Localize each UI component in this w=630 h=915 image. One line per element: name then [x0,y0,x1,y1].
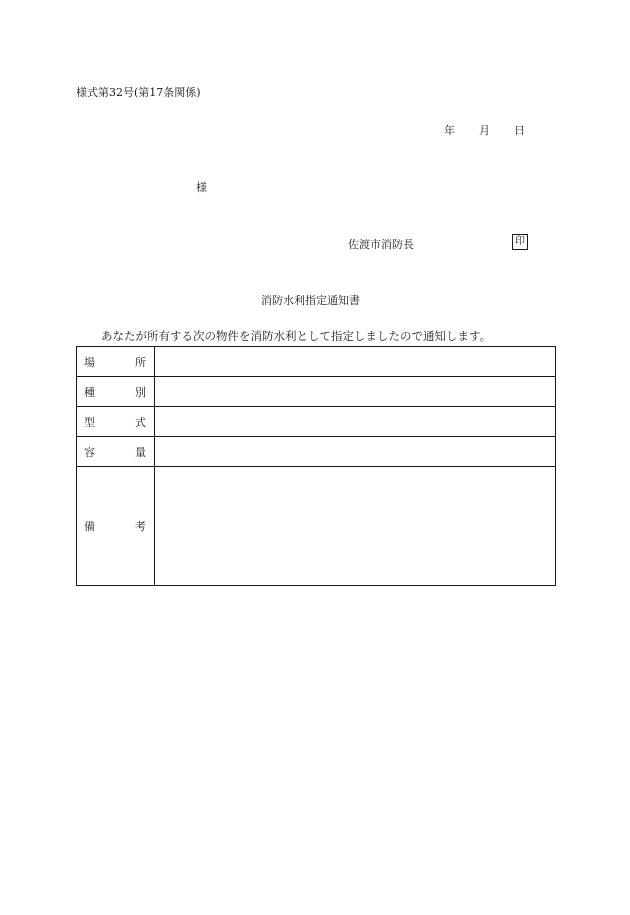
date-month-label: 月 [479,124,490,137]
issuer-title: 佐渡市消防長 [348,238,414,251]
table-row-capacity [77,437,556,467]
date-year-label: 年 [444,124,455,137]
location-value-field[interactable] [155,347,556,377]
table-row-type [77,377,556,407]
date-line [444,122,525,138]
row-label-type [77,377,155,407]
label-char: 考 [135,520,146,533]
seal-mark: 印 [512,234,528,250]
label-char: 備 [84,520,95,533]
remarks-value-field[interactable] [155,467,556,586]
label-char: 型 [84,415,95,429]
row-label-remarks [77,467,155,586]
row-label-model [77,407,155,437]
label-char: 別 [135,385,146,399]
capacity-value-field[interactable] [155,437,556,467]
row-label-capacity [77,437,155,467]
details-table [76,346,556,586]
type-value-field[interactable] [155,377,556,407]
table-row-remarks [77,467,556,586]
table-row-model [77,407,556,437]
label-char: 所 [135,355,146,369]
label-char: 容 [84,445,95,459]
label-char: 場 [84,355,95,369]
document-title: 消防水利指定通知書 [261,294,360,307]
label-char: 式 [135,415,146,429]
date-day-label: 日 [514,124,525,137]
label-char: 量 [135,445,146,459]
table-row-location [77,347,556,377]
addressee-suffix: 様 [196,181,207,194]
form-number: 様式第32号(第17条関係) [76,86,201,99]
label-char: 種 [84,385,95,399]
intro-text: あなたが所有する次の物件を消防水利として指定しましたので通知します。 [101,329,492,343]
row-label-location [77,347,155,377]
model-value-field[interactable] [155,407,556,437]
